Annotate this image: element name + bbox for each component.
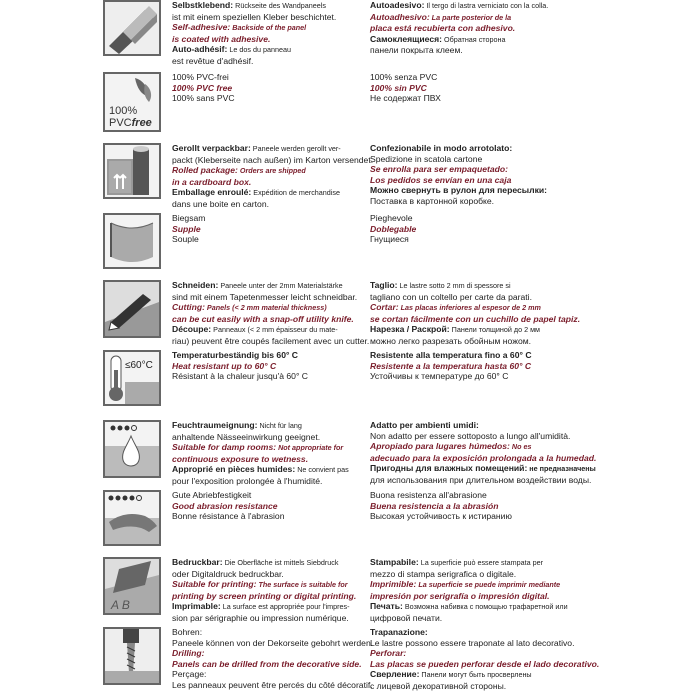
text-fragment: Buona resistenza all'abrasione (370, 490, 487, 500)
text-column-right (370, 350, 690, 382)
term-label: Schneiden: (172, 280, 219, 290)
text-line (370, 441, 690, 453)
text-line (172, 511, 357, 522)
feature-row (0, 627, 696, 697)
text-line (172, 0, 357, 12)
text-fragment: Las placas se pueden perforar desde el lado decorativo. (370, 658, 600, 669)
text-fragment: Trapanazione: (370, 627, 428, 637)
text-line (370, 463, 690, 475)
text-line (172, 187, 357, 199)
text-fragment: Drilling: (172, 648, 205, 659)
abrasion-resistance-icon (103, 490, 161, 546)
text-column-right (370, 490, 690, 522)
svg-text:A B: A B (111, 598, 130, 612)
text-line (172, 72, 357, 83)
text-line (370, 72, 690, 83)
text-line (370, 280, 690, 292)
text-fragment: Spedizione in scatola cartone (370, 153, 483, 164)
text-fragment: Панели могут быть просверлены (419, 670, 532, 680)
text-line (172, 44, 357, 56)
term-label: Bedruckbar: (172, 557, 223, 567)
text-fragment: Bohren: (172, 627, 203, 637)
thermometer-icon (103, 350, 161, 406)
text-line (172, 658, 362, 670)
text-fragment: Se enrolla para ser empaquetado: (370, 164, 509, 175)
text-fragment: No es (509, 442, 532, 452)
text-column-left (172, 72, 357, 104)
term-label: Feuchtraumeignung: (172, 420, 258, 430)
text-fragment: панели покрыта клеем. (370, 45, 463, 56)
text-column-right (370, 213, 690, 245)
text-column-left (172, 213, 357, 245)
text-line (370, 314, 690, 325)
text-fragment: mezzo di stampa serigrafica o digitale. (370, 568, 517, 579)
term-label: Auto-adhésif: (172, 44, 228, 55)
text-fragment: Le dos du panneau (227, 45, 291, 55)
text-line (172, 324, 357, 336)
text-line (370, 224, 690, 235)
text-fragment: Pieghevole (370, 213, 413, 223)
feature-row (0, 490, 696, 560)
text-fragment: est revêtue d'adhésif. (172, 55, 254, 66)
text-fragment: is coated with adhesive. (172, 33, 271, 44)
text-fragment: Высокая устойчивость к истиранию (370, 511, 512, 522)
text-column-left (172, 490, 357, 522)
text-fragment: Можно свернуть в рулон для пересылки: (370, 185, 548, 196)
text-fragment: не предназначены (527, 464, 596, 474)
text-line (370, 175, 690, 186)
text-line (172, 22, 357, 34)
text-fragment: Buena resistencia a la abrasión (370, 500, 499, 511)
text-column-right (370, 280, 690, 347)
text-line (172, 143, 357, 155)
water-drop-icon (103, 420, 161, 478)
text-line (370, 569, 690, 580)
text-fragment: oder Digitaldruck bedruckbar. (172, 568, 284, 579)
text-line (172, 420, 357, 432)
text-fragment: Adatto per ambienti umidi: (370, 420, 479, 430)
text-line (370, 154, 690, 165)
text-line (172, 627, 357, 638)
text-fragment: Panneaux (< 2 mm épaisseur du mate- (211, 325, 338, 335)
text-column-left (172, 420, 357, 487)
text-fragment: Le lastre possono essere traponate al lato decorativo. (370, 637, 575, 648)
text-line (172, 454, 357, 465)
text-fragment: с лицевой декоративной стороны. (370, 680, 507, 691)
term-label: Печать: (370, 601, 403, 612)
text-line (370, 336, 690, 347)
text-line (370, 234, 690, 245)
text-line (370, 213, 690, 224)
text-line (370, 302, 690, 314)
text-line (172, 335, 370, 347)
text-line (172, 579, 357, 591)
text-fragment: sion par sérigraphie ou impression numérique. (172, 612, 349, 623)
text-line (172, 432, 357, 443)
text-fragment: placa está recubierta con adhesivo. (370, 23, 516, 34)
text-line (172, 280, 357, 292)
text-line (370, 601, 690, 613)
text-line (370, 361, 690, 372)
text-fragment: Nicht für lang (257, 421, 302, 430)
text-fragment: Bonne résistance à l'abrasion (172, 511, 285, 522)
flexible-panel-icon (103, 213, 161, 269)
term-label: Нарезка / Раскрой: (370, 324, 450, 335)
text-line (370, 511, 690, 522)
text-fragment: Resistente alla temperatura fino a 60° C (370, 350, 532, 360)
pvc-free-icon (103, 72, 161, 132)
text-fragment: Temperaturbeständig bis 60° C (172, 350, 299, 360)
text-line (172, 314, 357, 325)
text-fragment: Heat resistant up to 60° C (172, 360, 277, 371)
text-fragment: Los pedidos se envían en una caja (370, 174, 512, 185)
text-fragment: The surface is suitable for (256, 580, 348, 590)
text-line (172, 501, 357, 512)
term-label: Autoadesivo: (370, 0, 425, 10)
text-line (172, 669, 357, 680)
text-line (172, 557, 357, 569)
rolled-package-icon (103, 143, 161, 199)
text-line (172, 213, 357, 224)
text-line (172, 154, 374, 166)
text-fragment: dans une boite en carton. (172, 198, 269, 209)
term-label: Self-adhesive: (172, 22, 231, 33)
text-line (370, 613, 690, 624)
text-line (172, 464, 357, 476)
text-line (370, 292, 690, 303)
feature-row (0, 420, 696, 490)
term-label: Сверление: (370, 669, 420, 680)
term-label: Approprié en pièces humides: (172, 464, 296, 475)
text-fragment: 100% PVC free (172, 82, 233, 93)
cutting-knife-icon (103, 280, 161, 338)
text-line (370, 34, 690, 46)
text-line (370, 196, 690, 207)
text-fragment: La parte posterior de la (429, 12, 512, 22)
text-fragment: tagliano con un coltello per carte da parati. (370, 291, 532, 302)
text-fragment: riau) peuvent être coupés facilement avec un cutter. (172, 335, 370, 346)
text-line (172, 476, 357, 487)
text-line (370, 0, 690, 12)
text-line (370, 453, 690, 464)
term-label: Apropiado para lugares húmedos: (370, 441, 510, 452)
text-line (370, 501, 690, 512)
term-label: Пригодны для влажных помещений: (370, 463, 528, 474)
text-fragment: se cortan fácilmente con un cuchillo de papel tapiz. (370, 313, 581, 324)
text-line (370, 431, 690, 442)
text-line (172, 613, 357, 624)
text-line (370, 143, 690, 154)
feature-row (0, 0, 696, 70)
text-line (370, 83, 690, 94)
text-fragment: цифровой печати. (370, 612, 443, 623)
text-column-left (172, 627, 374, 691)
text-fragment: Die Oberfläche ist mittels Siebdruck (222, 558, 339, 567)
text-fragment: Не содержат ПВХ (370, 93, 441, 104)
text-fragment: для использования при длительном воздействии воды. (370, 474, 592, 485)
text-line (370, 669, 690, 681)
text-fragment: Paneele unter der 2mm Materialstärke (218, 281, 343, 290)
text-fragment: Not appropriate for (276, 443, 344, 453)
text-line (370, 591, 690, 602)
text-column-right (370, 557, 690, 624)
term-label: Suitable for printing: (172, 579, 257, 590)
term-label: Rolled package: (172, 165, 238, 176)
text-line (370, 164, 690, 175)
text-line (370, 557, 690, 569)
text-fragment: Ne convient pas (295, 465, 349, 475)
text-line (370, 579, 690, 591)
text-fragment: anhaltende Nässeeinwirkung geeignet. (172, 431, 321, 442)
text-fragment: pour l'exposition prolongée à l'humidité. (172, 475, 323, 486)
text-fragment: Las placas inferiores al espesor de 2 mm (398, 303, 541, 313)
term-label: Gerollt verpackbar: (172, 143, 251, 153)
text-fragment: Backside of the panel (230, 23, 307, 33)
text-line (172, 234, 357, 245)
text-line (172, 361, 357, 372)
text-column-left (172, 0, 357, 67)
term-label: Stampabile: (370, 557, 419, 567)
text-fragment: La surface est appropriée pour l'impres- (220, 602, 350, 612)
feature-row (0, 280, 696, 350)
term-label: Taglio: (370, 280, 398, 290)
text-fragment: in a cardboard box. (172, 176, 252, 187)
text-column-left (172, 280, 370, 347)
text-line (370, 324, 690, 336)
text-fragment: Gute Abriebfestigkeit (172, 490, 252, 500)
text-line (172, 648, 357, 659)
text-line (172, 34, 357, 45)
text-line (172, 302, 357, 314)
text-line (172, 292, 357, 303)
text-column-right (370, 0, 690, 56)
text-fragment: Résistant à la chaleur jusqu'à 60° C (172, 371, 308, 382)
text-fragment: La superficie se puede imprimir mediante (416, 580, 561, 590)
feature-row (0, 213, 696, 283)
text-column-left (172, 350, 357, 382)
text-fragment: Confezionabile in modo arrotolato: (370, 143, 513, 153)
text-line (172, 679, 373, 691)
term-label: Découpe: (172, 324, 212, 335)
term-label: Cortar: (370, 302, 399, 313)
text-column-right (370, 420, 690, 486)
term-label: Imprimible: (370, 579, 417, 590)
text-line (370, 420, 690, 431)
text-line (172, 177, 357, 188)
text-line (172, 350, 357, 361)
text-fragment: Les panneaux peuvent être percés du côté décoratif. (172, 679, 373, 690)
text-fragment: Biegsam (172, 213, 206, 223)
text-fragment: Perforar: (370, 648, 407, 659)
text-line (172, 591, 357, 602)
text-fragment: ist mit einem speziellen Kleber beschichtet. (172, 11, 337, 22)
text-line (172, 601, 357, 613)
text-fragment: impresión por serigrafía o impresión digital. (370, 590, 550, 601)
text-fragment: packt (Kleberseite nach außen) im Karton versendet. (172, 154, 374, 165)
text-line (172, 199, 357, 210)
term-label: Cutting: (172, 302, 205, 313)
text-line (370, 93, 690, 104)
text-fragment: Non adatto per essere sottoposto a lungo all'umidità. (370, 430, 571, 441)
term-label: Autoadhesivo: (370, 11, 430, 22)
text-fragment: can be cut easily with a snap-off utility knife. (172, 313, 354, 324)
text-line (370, 475, 690, 486)
text-line (370, 371, 690, 382)
text-line (172, 93, 357, 104)
text-fragment: Orders are shipped (237, 166, 306, 176)
feature-row (0, 557, 696, 627)
term-label: Suitable for damp rooms: (172, 442, 277, 453)
term-label: Imprimable: (172, 601, 221, 612)
text-line (370, 648, 690, 659)
text-fragment: Поставка в картонной коробке. (370, 195, 495, 206)
text-fragment: Perçage: (172, 669, 207, 680)
text-fragment: Le lastre sotto 2 mm di spessore si (397, 281, 511, 290)
text-line (370, 638, 690, 649)
text-column-left (172, 143, 374, 210)
text-fragment: 100% senza PVC (370, 72, 438, 82)
text-line (172, 569, 357, 580)
text-fragment: Souple (172, 234, 199, 245)
text-fragment: Expédition de merchandise (251, 188, 340, 198)
text-line (172, 83, 357, 94)
text-line (172, 637, 374, 649)
term-label: Emballage enroulé: (172, 187, 252, 198)
text-column-right (370, 627, 690, 692)
term-label: Самоклеящиеся: (370, 33, 442, 44)
text-fragment: continuous exposure to wetness. (172, 453, 309, 464)
text-line (172, 165, 357, 177)
text-column-left (172, 557, 357, 624)
drilling-icon (103, 627, 161, 685)
text-fragment: 100% sans PVC (172, 93, 235, 104)
text-line (370, 490, 690, 501)
text-line (370, 627, 690, 638)
text-line (172, 442, 357, 454)
text-fragment: Rückseite des Wandpaneels (233, 1, 326, 10)
text-fragment: 100% sin PVC (370, 82, 427, 93)
text-fragment: 100% PVC-frei (172, 72, 229, 82)
text-fragment: Il tergo di lastra verniciato con la colla. (424, 1, 549, 10)
text-line (172, 490, 357, 501)
text-line (370, 681, 690, 692)
text-line (370, 350, 690, 361)
text-fragment: Возможна набивка с помощью трафаретной или (402, 602, 568, 612)
text-line (370, 23, 690, 34)
text-fragment: sind mit einem Tapetenmesser leicht schneidbar. (172, 291, 358, 302)
text-line (370, 659, 690, 670)
svg-text:PVCfree: PVCfree (109, 117, 152, 129)
text-line (370, 45, 690, 56)
text-line (172, 371, 357, 382)
feature-row (0, 350, 696, 420)
text-fragment: Paneele werden gerollt ver- (250, 144, 341, 153)
adhesive-panel-icon (103, 0, 161, 56)
term-label: Selbstklebend: (172, 0, 234, 10)
text-fragment: Good abrasion resistance (172, 500, 278, 511)
text-line (172, 224, 357, 235)
text-line (172, 12, 357, 23)
text-fragment: Paneele können von der Dekorseite gebohrt werden. (172, 637, 374, 648)
text-column-right (370, 72, 690, 104)
text-line (172, 56, 357, 67)
text-line (370, 12, 690, 24)
text-fragment: Resistente a la temperatura hasta 60° C (370, 360, 532, 371)
feature-row (0, 143, 696, 213)
text-fragment: Обратная сторона (442, 34, 506, 44)
text-fragment: La superficie può essere stampata per (418, 558, 543, 567)
text-fragment: Панели толщиной до 2 мм (449, 325, 540, 335)
text-column-right (370, 143, 690, 207)
feature-row (0, 72, 696, 142)
text-fragment: Doblegable (370, 223, 417, 234)
text-fragment: adecuado para la exposición prolongada a la humedad. (370, 452, 597, 463)
text-fragment: можно легко разрезать обойным ножом. (370, 335, 532, 346)
text-fragment: Panels (< 2 mm material thickness) (204, 303, 327, 313)
pvc-free-text-100: 100% (109, 105, 138, 117)
text-fragment: Гнущиеся (370, 234, 409, 245)
text-fragment: Supple (172, 223, 201, 234)
printable-icon (103, 557, 161, 615)
text-fragment: Panels can be drilled from the decorative side. (172, 658, 362, 669)
text-line (370, 185, 690, 196)
text-fragment: printing by screen printing or digital printing. (172, 590, 357, 601)
text-fragment: Устойчивы к температуре до 60° C (370, 371, 509, 382)
svg-text:≤60°C: ≤60°C (125, 360, 153, 371)
